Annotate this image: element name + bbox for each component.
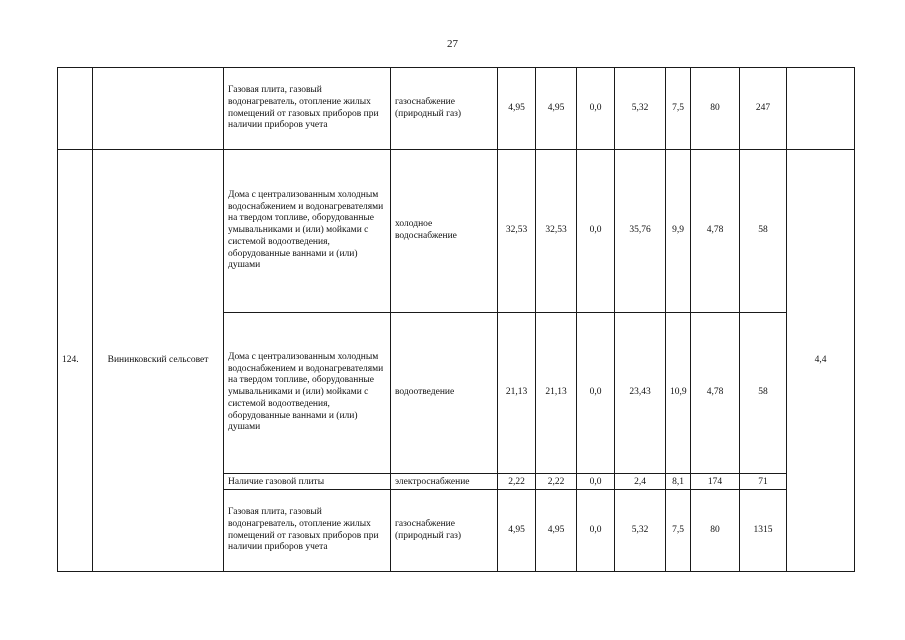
value-cell: 174 [691,474,740,490]
value-cell: 247 [740,68,787,150]
value-cell: 80 [691,490,740,572]
value-cell: 8,1 [666,474,691,490]
settlement-name-cell: Вининковский сельсовет [93,150,224,572]
value-cell: 10,9 [666,313,691,474]
value-cell: 7,5 [666,490,691,572]
value-cell: 35,76 [615,150,666,313]
value-cell: 5,32 [615,68,666,150]
value-cell: 23,43 [615,313,666,474]
description-cell: Дома с централизованным холодным водоснабжением и водонагревателями на твердом топливе, оборудованные умывальниками и (или) мойками с системой водоотведения, оборудованные ваннами и (или) душами [224,150,391,313]
value-cell: 0,0 [577,474,615,490]
row-number-cell [58,68,93,150]
value-cell: 32,53 [498,150,536,313]
resource-cell: холодное водоснабжение [391,150,498,313]
value-cell: 4,95 [536,490,577,572]
value-cell: 32,53 [536,150,577,313]
page-number: 27 [447,38,458,50]
value-cell: 0,0 [577,150,615,313]
value-cell: 21,13 [536,313,577,474]
description-cell: Наличие газовой плиты [224,474,391,490]
row-number-cell: 124. [58,150,93,572]
value-cell: 21,13 [498,313,536,474]
value-cell: 58 [740,313,787,474]
tariff-table [57,67,855,572]
value-cell: 4,95 [498,490,536,572]
value-cell: 2,22 [498,474,536,490]
settlement-cell [93,68,224,150]
value-cell: 58 [740,150,787,313]
value-cell: 7,5 [666,68,691,150]
norm-cell [787,68,855,150]
table-row [58,150,855,313]
value-cell: 71 [740,474,787,490]
value-cell: 1315 [740,490,787,572]
value-cell: 0,0 [577,490,615,572]
value-cell: 2,22 [536,474,577,490]
value-cell: 2,4 [615,474,666,490]
value-cell: 4,95 [536,68,577,150]
description-cell: Дома с централизованным холодным водоснабжением и водонагревателями на твердом топливе, оборудованные умывальниками и (или) мойками с системой водоотведения, оборудованные ваннами и (или) душами [224,313,391,474]
value-cell: 4,78 [691,150,740,313]
norm-cell: 4,4 [787,150,855,572]
value-cell: 0,0 [577,68,615,150]
value-cell: 9,9 [666,150,691,313]
value-cell: 4,78 [691,313,740,474]
description-cell: Газовая плита, газовый водонагреватель, отопление жилых помещений от газовых приборов при наличии приборов учета [224,68,391,150]
value-cell: 0,0 [577,313,615,474]
value-cell: 4,95 [498,68,536,150]
table-row [58,68,855,150]
description-cell: Газовая плита, газовый водонагреватель, отопление жилых помещений от газовых приборов при наличии приборов учета [224,490,391,572]
value-cell: 5,32 [615,490,666,572]
resource-cell: электроснабжение [391,474,498,490]
value-cell: 80 [691,68,740,150]
resource-cell: водоотведение [391,313,498,474]
resource-cell: газоснабжение (природный газ) [391,490,498,572]
resource-cell: газоснабжение (природный газ) [391,68,498,150]
